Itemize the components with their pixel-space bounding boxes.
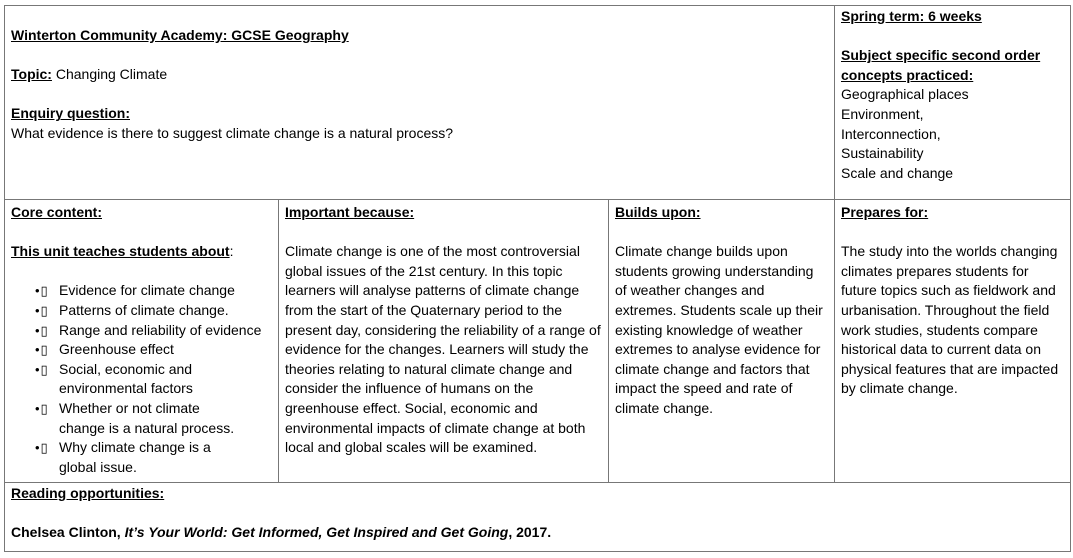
prepares-body: The study into the worlds changing climates prepares students for future topics such as fieldwork and urbanisation. Throughout the field work studies, students compare historical data to current data on physical features that are impacted by climate change.: [841, 243, 1059, 397]
concept-item: Environment,: [841, 105, 924, 122]
concept-item: Scale and change: [841, 164, 954, 181]
reading-heading: Reading opportunities:: [11, 485, 165, 501]
core-subheading-line: [11, 242, 272, 262]
core-heading: Core content:: [11, 204, 102, 220]
builds-heading: Builds upon:: [615, 204, 701, 220]
important-cell: [279, 200, 608, 482]
list-item: •▯ Whether or not climate change is a natural process.: [35, 399, 245, 438]
important-body: Climate change is one of the most controversial global issues of the 21st century. In this topic learners will analyse patterns of climate change from the start of the Quaternary period to the present day, considering the reliability of a range of evidence for the changes. Learners will study the theories relating to natural climate change and consider the influence of humans on the greenhouse effect. Social, economic and environmental impacts of climate change at both local and global scales will be examined.: [285, 243, 601, 456]
term-cell: [835, 6, 1070, 199]
important-heading: Important because:: [285, 204, 415, 220]
list-item: •▯ Greenhouse effect: [35, 340, 245, 360]
reading-title: It’s Your World: Get Informed, Get Inspired and Get Going: [124, 524, 509, 541]
core-subheading: This unit teaches students about: [11, 243, 230, 260]
enquiry-question: What evidence is there to suggest climate change is a natural process?: [11, 124, 454, 141]
list-item: •▯ Evidence for climate change: [35, 281, 245, 301]
topic-line: [11, 65, 828, 85]
builds-body: Climate change builds upon students growing understanding of weather changes and extremes. Students scale up their existing knowledge of weather extremes to analyse evidence for climate change and factors that impact the speed and rate of climate change.: [615, 243, 823, 416]
list-item: •▯ Patterns of climate change.: [35, 301, 245, 321]
list-item: •▯ Social, economic and environmental factors: [35, 360, 245, 399]
reading-item: [11, 523, 1064, 543]
reading-cell: [5, 483, 1070, 551]
concept-item: Interconnection,: [841, 125, 941, 142]
core-list: [11, 281, 262, 477]
topic-value: Changing Climate: [51, 66, 168, 83]
concept-item: Sustainability: [841, 145, 924, 162]
concept-item: Geographical places: [841, 86, 969, 103]
header-cell: [5, 6, 834, 199]
enquiry-label: Enquiry question:: [11, 105, 130, 122]
reading-year: , 2017.: [508, 524, 552, 541]
topic-label: Topic:: [11, 66, 52, 83]
list-item: •▯ Why climate change is a global issue.: [35, 438, 245, 477]
builds-cell: [609, 200, 834, 482]
curriculum-table: [4, 5, 1071, 552]
concepts-heading: Subject specific second order concepts practiced:: [841, 47, 1041, 83]
term-length: Spring term: 6 weeks: [841, 8, 982, 24]
core-subheading-colon: :: [229, 243, 234, 260]
prepares-heading: Prepares for:: [841, 204, 929, 220]
reading-author: Chelsea Clinton,: [11, 524, 125, 541]
core-content-cell: [5, 200, 278, 482]
list-item: •▯ Range and reliability of evidence: [35, 321, 245, 341]
school-title: Winterton Community Academy: GCSE Geography: [11, 27, 349, 43]
prepares-cell: [835, 200, 1070, 482]
